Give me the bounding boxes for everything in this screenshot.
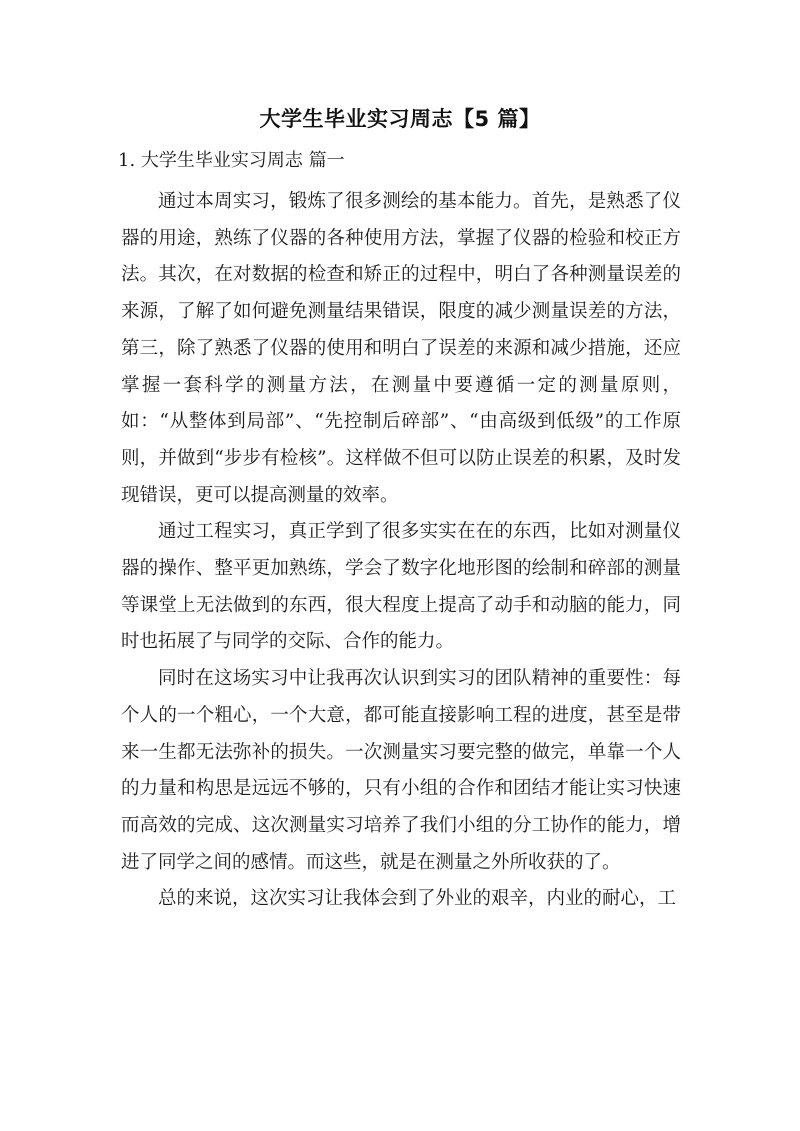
document-body [121, 184, 681, 918]
paragraph-4: 总的来说，这次实习让我体会到了外业的艰辛，内业的耐心，工 [158, 888, 677, 910]
paragraph-2: 通过工程实习，真正学到了很多实实在在的东西，比如对测量仪器的操作、整平更加熟练，学会了数字化地形图的绘制和碎部的测量等课堂上无法做到的东西，很大程度上提高了动手和动脑的能力，同时也拓展了与同学的交际、合作的能力。 [121, 521, 681, 653]
paragraph-3: 同时在这场实习中让我再次认识到实习的团队精神的重要性：每个人的一个粗心，一个大意，都可能直接影响工程的进度，甚至是带来一生都无法弥补的损失。一次测量实习要完整的做完，单靠一个人的力量和构思是远远不够的，只有小组的合作和团结才能让实习快速而高效的完成、这次测量实习培养了我们小组的分工协作的能力，增进了同学之间的感情。而这些，就是在测量之外所收获的了。 [121, 668, 681, 873]
section-heading: 1. 大学生毕业实习周志 篇一 [118, 150, 345, 171]
paragraph-1: 通过本周实习，锻炼了很多测绘的基本能力。首先，是熟悉了仪器的用途，熟练了仪器的各种使用方法，掌握了仪器的检验和校正方法。其次，在对数据的检查和矫正的过程中，明白了各种测量误差的来源，了解了如何避免测量结果错误，限度的减少测量误差的方法，第三，除了熟悉了仪器的使用和明白了误差的来源和减少措施，还应掌握一套科学的测量方法，在测量中要遵循一定的测量原则，如：“从整体到局部”、“先控制后碎部”、“由高级到低级”的工作原则，并做到“步步有检核”。这样做不但可以防止误差的积累，及时发现错误，更可以提高测量的效率。 [121, 191, 681, 506]
document-title: 大学生毕业实习周志【5 篇】 [259, 107, 541, 131]
